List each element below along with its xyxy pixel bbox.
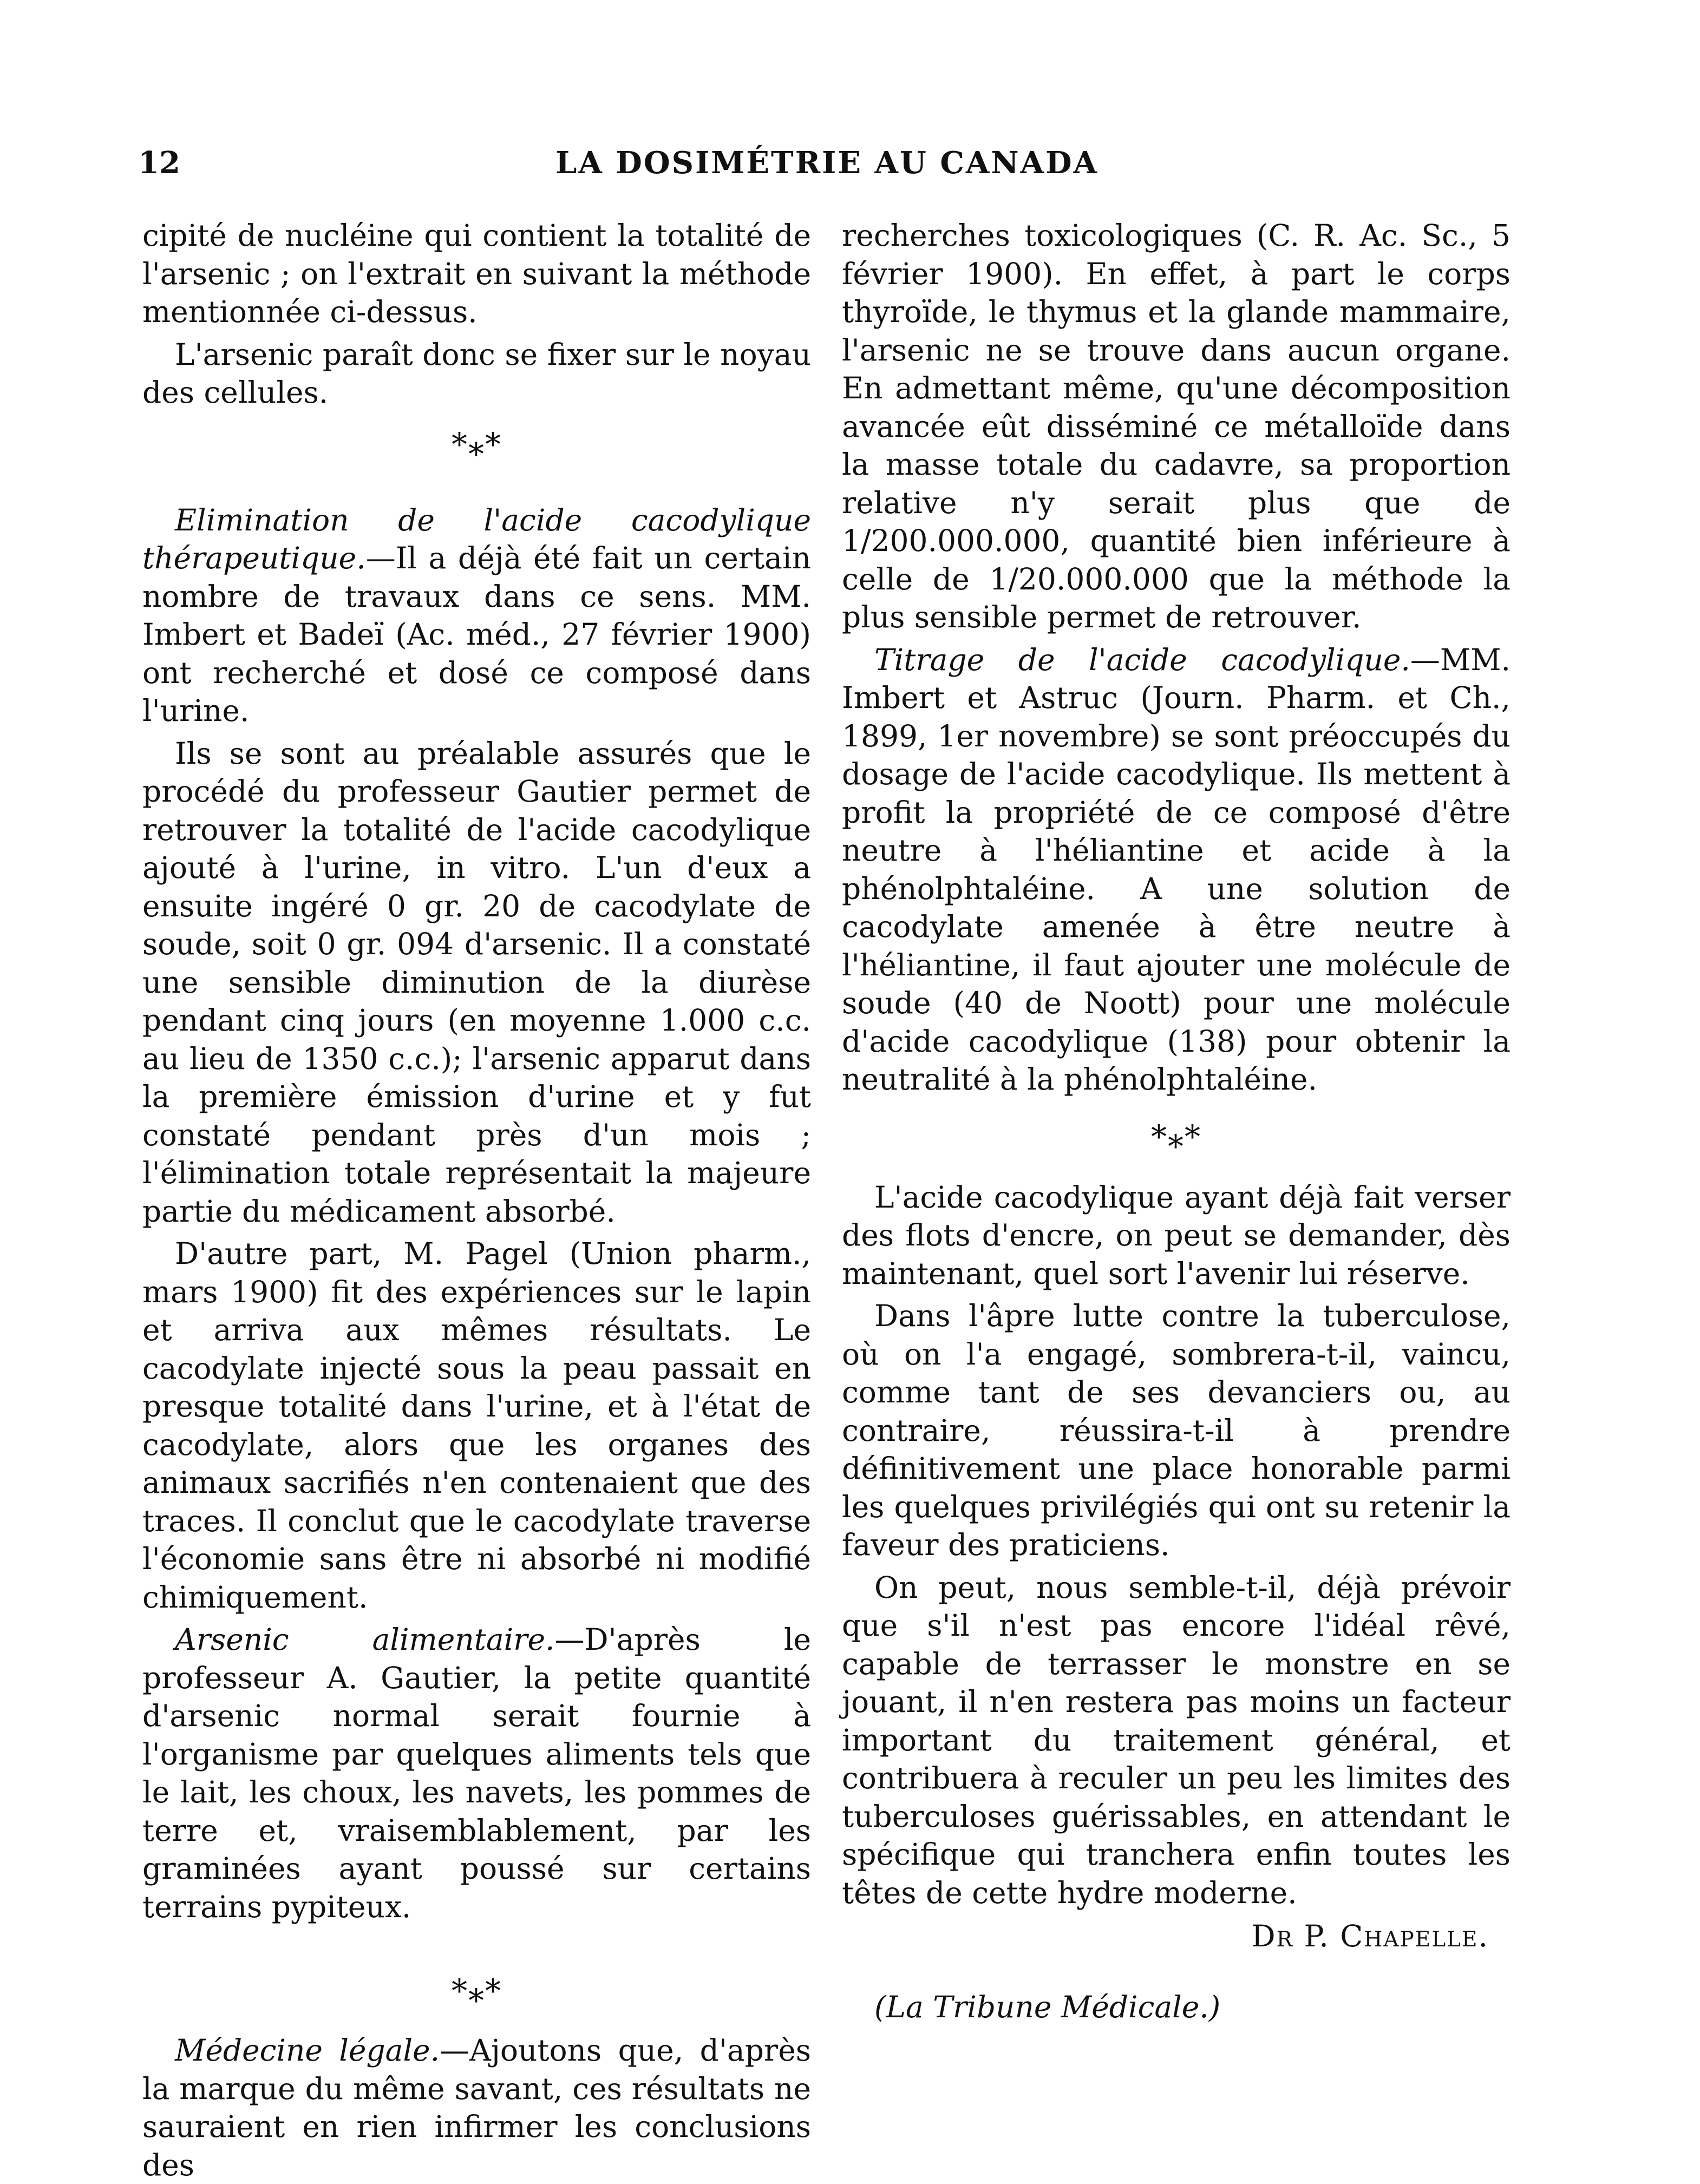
paragraph: Dans l'âpre lutte contre la tuberculose, où on l'a engagé, sombrera-t-il, vaincu, comme tant de ses devanciers ou, au contraire, réussira-t-il à prendre définitivement une place honorable parmi les quelques privilégiés qui ont su retenir la faveur des praticiens.	[842, 1298, 1511, 1562]
paragraph: L'arsenic paraît donc se fixer sur le noyau des cellules.	[142, 337, 811, 410]
page-number: 12	[138, 145, 180, 181]
left-column	[142, 217, 811, 2184]
paragraph-body: —Ajoutons que, d'après la marque du même savant, ces résultats ne sauraient en rien infirmer les conclusions des	[142, 2033, 811, 2182]
paragraph-heading: Titrage de l'acide cacodylique.	[874, 642, 1410, 677]
paragraph: recherches toxicologiques (C. R. Ac. Sc., 5 février 1900). En effet, à part le corps thyroïde, le thymus et la glande mammaire, l'arsenic ne se trouve dans aucun organe. En admettant même, qu'une décomposition avancée eût disséminé ce métalloïde dans la masse totale du cadavre, sa proportion relative n'y serait plus que de 1/200.000.000, quantité bien inférieure à celle de 1/20.000.000 que la méthode la plus sensible permet de retrouver.	[842, 218, 1511, 634]
author-signature: Dr P. Chapelle.	[1251, 1919, 1489, 1953]
paragraph: cipité de nucléine qui contient la totalité de l'arsenic ; on l'extrait en suivant la méthode mentionnée ci-dessus.	[142, 218, 811, 329]
paragraph: L'acide cacodylique ayant déjà fait verser des flots d'encre, on peut se demander, dès maintenant, quel sort l'avenir lui réserve.	[842, 1179, 1511, 1291]
paragraph-heading: Médecine légale.	[175, 2033, 440, 2068]
source-citation: (La Tribune Médicale.)	[874, 1989, 1221, 2024]
paragraph	[142, 2031, 811, 2184]
paragraph: D'autre part, M. Pagel (Union pharm., mars 1900) fit des expériences sur le lapin et arriva aux mêmes résultats. Le cacodylate injecté sous la peau passait en presque totalité dans l'urine, et à l'état de cacodylate, alors que les organes des animaux sacrifiés n'en contenaient que des traces. Il conclut que le cacodylate traverse l'économie sans être ni absorbé ni modifié chimiquement.	[142, 1236, 811, 1615]
section-separator: *⁎*	[452, 1972, 502, 2009]
paragraph	[842, 641, 1511, 1099]
running-title: LA DOSIMÉTRIE AU CANADA	[555, 145, 1099, 181]
paragraph-heading: Elimination de l'acide cacodylique thérapeutique.	[142, 502, 811, 575]
paragraph	[142, 1621, 811, 1926]
paragraph-heading: Arsenic alimentaire.	[175, 1622, 555, 1657]
section-separator: *⁎*	[452, 425, 502, 463]
paragraph-body: —Il a déjà été fait un certain nombre de travaux dans ce sens. MM. Imbert et Badeï (Ac. méd., 27 février 1900) ont recherché et dosé ce composé dans l'urine.	[142, 541, 811, 728]
section-separator: *⁎*	[1151, 1118, 1201, 1155]
right-column	[842, 217, 1511, 2026]
paragraph: On peut, nous semble-t-il, déjà prévoir que s'il n'est pas encore l'idéal rêvé, capable de terrasser le monstre en se jouant, il n'en restera pas moins un facteur important du traitement général, et contribuera à reculer un peu les limites des tuberculoses guérissables, en attendant le spécifique qui tranchera enfin toutes les têtes de cette hydre moderne.	[842, 1570, 1511, 1910]
paragraph: Ils se sont au préalable assurés que le procédé du professeur Gautier permet de retrouver la totalité de l'acide cacodylique ajouté à l'urine, in vitro. L'un d'eux a ensuite ingéré 0 gr. 20 de cacodylate de soude, soit 0 gr. 094 d'arsenic. Il a constaté une sensible diminution de la diurèse pendant cinq jours (en moyenne 1.000 c.c. au lieu de 1350 c.c.); l'arsenic apparut dans la première émission d'urine et y fut constaté pendant près d'un mois ; l'élimination totale représentait la majeure partie du médicament absorbé.	[142, 736, 811, 1229]
page-header	[138, 145, 1516, 194]
paragraph-body: —D'après le professeur A. Gautier, la petite quantité d'arsenic normal serait fournie à l'organisme par quelques aliments tels que le lait, les choux, les navets, les pommes de terre et, vraisemblablement, par les graminées ayant poussé sur certains terrains pypiteux.	[142, 1622, 811, 1924]
paragraph-body: —MM. Imbert et Astruc (Journ. Pharm. et Ch., 1899, 1er novembre) se sont préoccupés du dosage de l'acide cacodylique. Ils mettent à profit la propriété de ce composé d'être neutre à l'héliantine et acide à la phénolphtaléine. A une solution de cacodylate amenée à être neutre à l'héliantine, il faut ajouter une molécule de soude (40 de Noott) pour une molécule d'acide cacodylique (138) pour obtenir la neutralité à la phénolphtaléine.	[842, 642, 1511, 1097]
paragraph	[142, 501, 811, 730]
